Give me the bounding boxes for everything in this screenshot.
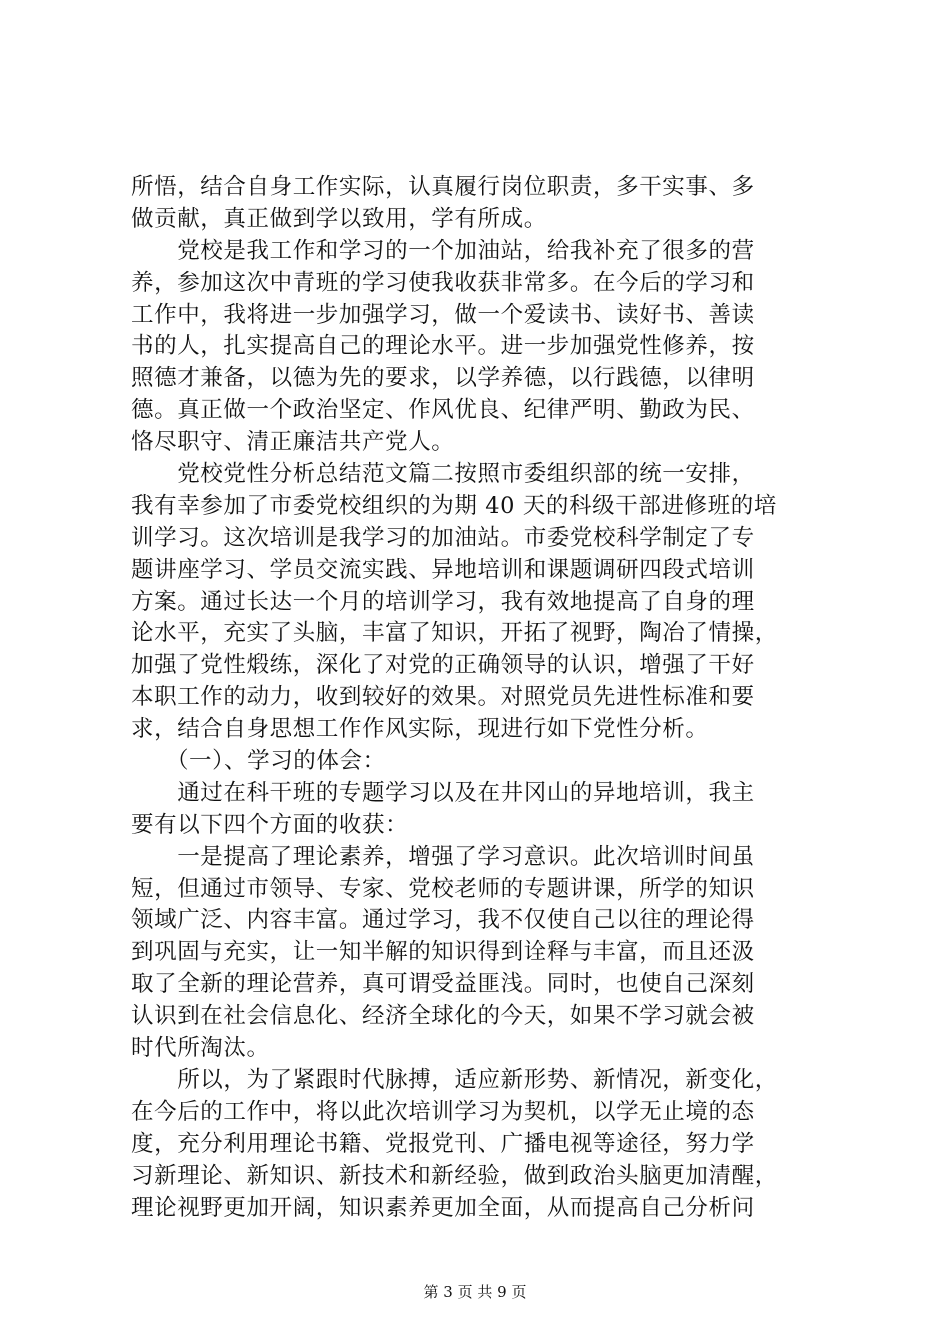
text-line: 取了全新的理论营养，真可谓受益匪浅。同时，也使自己深刻 — [131, 971, 755, 998]
text-line: 党校党性分析总结范文篇二按照市委组织部的统一安排， — [131, 461, 755, 488]
text-line: 所以，为了紧跟时代脉搏，适应新形势、新情况，新变化， — [131, 1066, 778, 1093]
text-line: 养，参加这次中青班的学习使我收获非常多。在今后的学习和 — [131, 269, 755, 296]
text-line: 短，但通过市领导、专家、党校老师的专题讲课，所学的知识 — [131, 875, 755, 902]
text-line: 方案。通过长达一个月的培训学习，我有效地提高了自身的理 — [131, 588, 755, 615]
text-line: 我有幸参加了市委党校组织的为期 40 天的科级干部进修班的培 — [131, 492, 777, 519]
text-line: 一是提高了理论素养，增强了学习意识。此次培训时间虽 — [131, 843, 755, 870]
text-line: （一）、学习的体会： — [131, 748, 386, 775]
text-line: 党校是我工作和学习的一个加油站，给我补充了很多的营 — [131, 237, 755, 264]
text-line: 做贡献，真正做到学以致用，学有所成。 — [131, 205, 547, 232]
text-line: 时代所淘汰。 — [131, 1035, 270, 1062]
text-line: 在今后的工作中，将以此次培训学习为契机，以学无止境的态 — [131, 1098, 755, 1125]
text-line: 加强了党性煅练，深化了对党的正确领导的认识，增强了干好 — [131, 652, 755, 679]
text-line: 本职工作的动力，收到较好的效果。对照党员先进性标准和要 — [131, 684, 755, 711]
document-body — [131, 172, 831, 1224]
text-line: 书的人，扎实提高自己的理论水平。进一步加强党性修养，按 — [131, 333, 755, 360]
text-line: 通过在科干班的专题学习以及在井冈山的异地培训，我主 — [131, 779, 755, 806]
text-line: 所悟，结合自身工作实际，认真履行岗位职责，多干实事、多 — [131, 174, 755, 200]
text-line: 照德才兼备，以德为先的要求，以学养德，以行践德，以律明 — [131, 365, 755, 392]
text-line: 训学习。这次培训是我学习的加油站。市委党校科学制定了专 — [131, 524, 755, 551]
text-line: 到巩固与充实，让一知半解的知识得到诠释与丰富，而且还汲 — [131, 939, 755, 966]
text-line: 认识到在社会信息化、经济全球化的今天，如果不学习就会被 — [131, 1003, 755, 1030]
text-line: 要有以下四个方面的收获： — [131, 811, 409, 838]
text-line: 度，充分利用理论书籍、党报党刊、广播电视等途径，努力学 — [131, 1130, 755, 1157]
text-line: 领域广泛、内容丰富。通过学习，我不仅使自己以往的理论得 — [131, 907, 755, 934]
text-line: 习新理论、新知识、新技术和新经验，做到政治头脑更加清醒， — [131, 1162, 778, 1189]
page-footer: 第 3 页 共 9 页 — [423, 1283, 527, 1301]
text-line: 论水平，充实了头脑，丰富了知识，开拓了视野，陶冶了情操， — [131, 620, 778, 647]
text-line: 德。真正做一个政治坚定、作风优良、纪律严明、勤政为民、 — [131, 397, 755, 424]
text-line: 求，结合自身思想工作作风实际，现进行如下党性分析。 — [131, 716, 709, 743]
text-line: 理论视野更加开阔，知识素养更加全面，从而提高自己分析问 — [131, 1194, 755, 1221]
text-line: 恪尽职守、清正廉洁共产党人。 — [131, 429, 455, 456]
text-line: 题讲座学习、学员交流实践、异地培训和课题调研四段式培训 — [131, 556, 755, 583]
text-line: 工作中，我将进一步加强学习，做一个爱读书、读好书、善读 — [131, 301, 755, 328]
